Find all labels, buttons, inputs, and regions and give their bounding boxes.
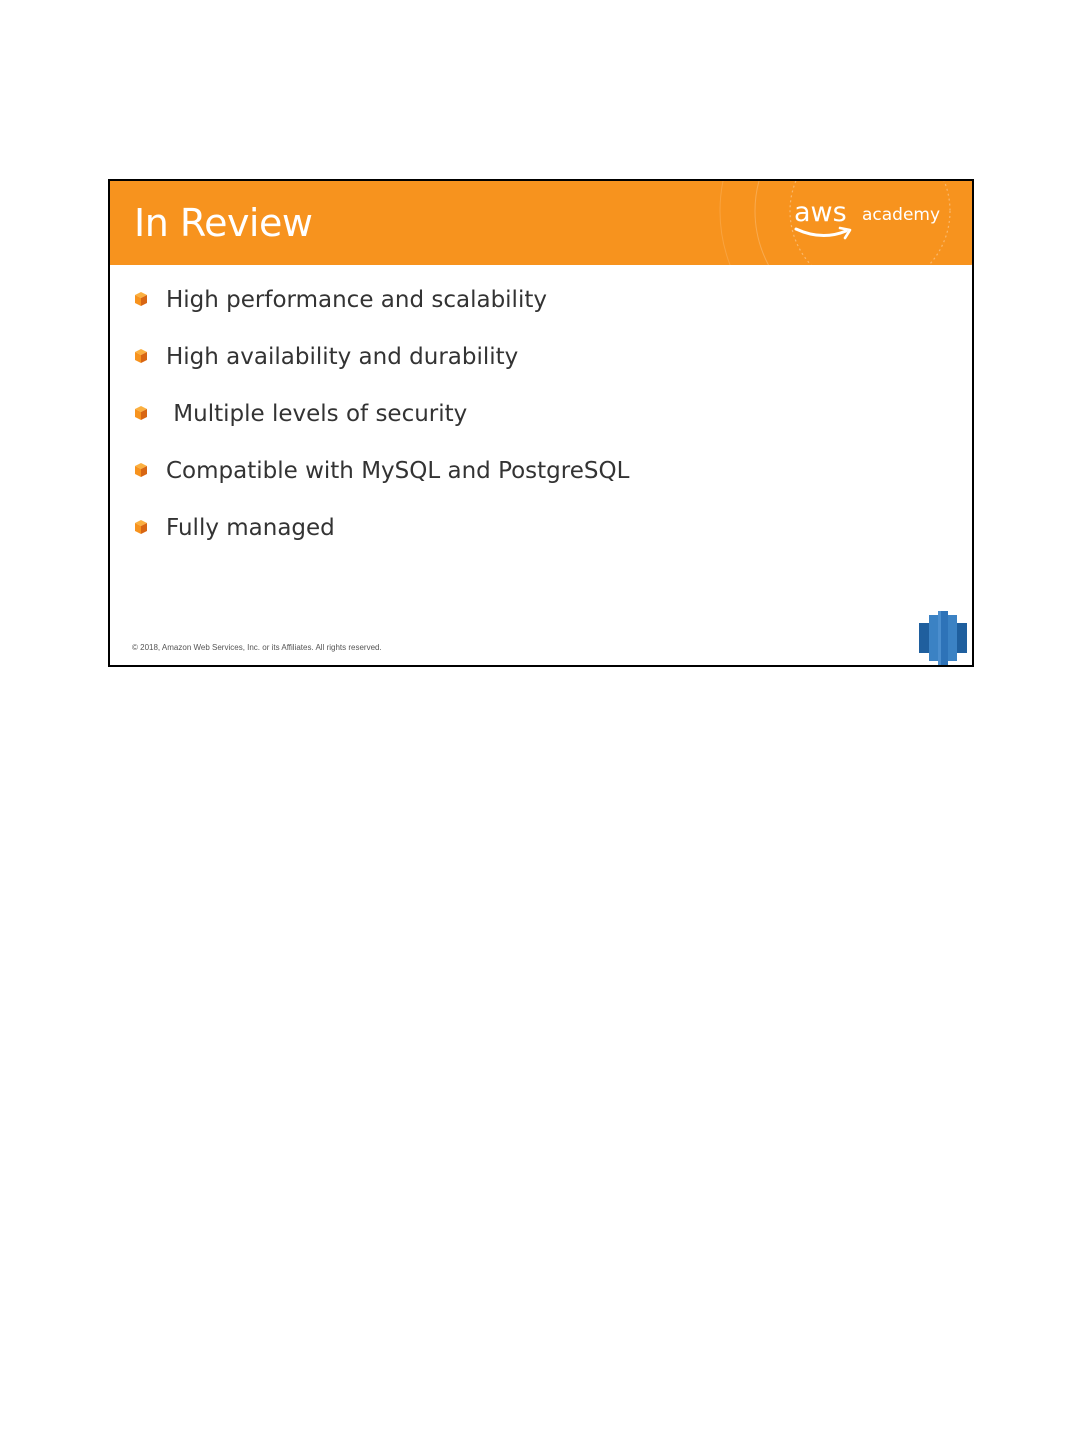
bullet-text: High availability and durability: [166, 344, 519, 370]
list-item: [134, 285, 629, 342]
aws-cube-bullet-icon: [134, 291, 148, 307]
logo-brand: aws: [794, 197, 847, 228]
slide-title: In Review: [134, 201, 313, 245]
slide-header: [110, 181, 972, 265]
list-item: [134, 513, 629, 570]
aws-academy-logo: [794, 197, 954, 245]
aws-cube-bullet-icon: [134, 462, 148, 478]
logo-product: academy: [862, 205, 941, 225]
bullet-text: Fully managed: [166, 515, 335, 541]
aws-cube-bullet-icon: [134, 519, 148, 535]
aws-cube-bullet-icon: [134, 405, 148, 421]
aws-cube-bullet-icon: [134, 348, 148, 364]
database-icon: [918, 611, 968, 665]
slide: [108, 179, 974, 667]
bullet-list: [134, 285, 629, 570]
aws-smile-icon: [794, 225, 856, 241]
bullet-text: High performance and scalability: [166, 287, 547, 313]
list-item: [134, 399, 629, 456]
copyright-text: © 2018, Amazon Web Services, Inc. or its Affiliates. All rights reserved.: [132, 643, 382, 652]
list-item: [134, 342, 629, 399]
bullet-text: Compatible with MySQL and PostgreSQL: [166, 458, 630, 484]
bullet-text: Multiple levels of security: [166, 401, 468, 427]
list-item: [134, 456, 629, 513]
